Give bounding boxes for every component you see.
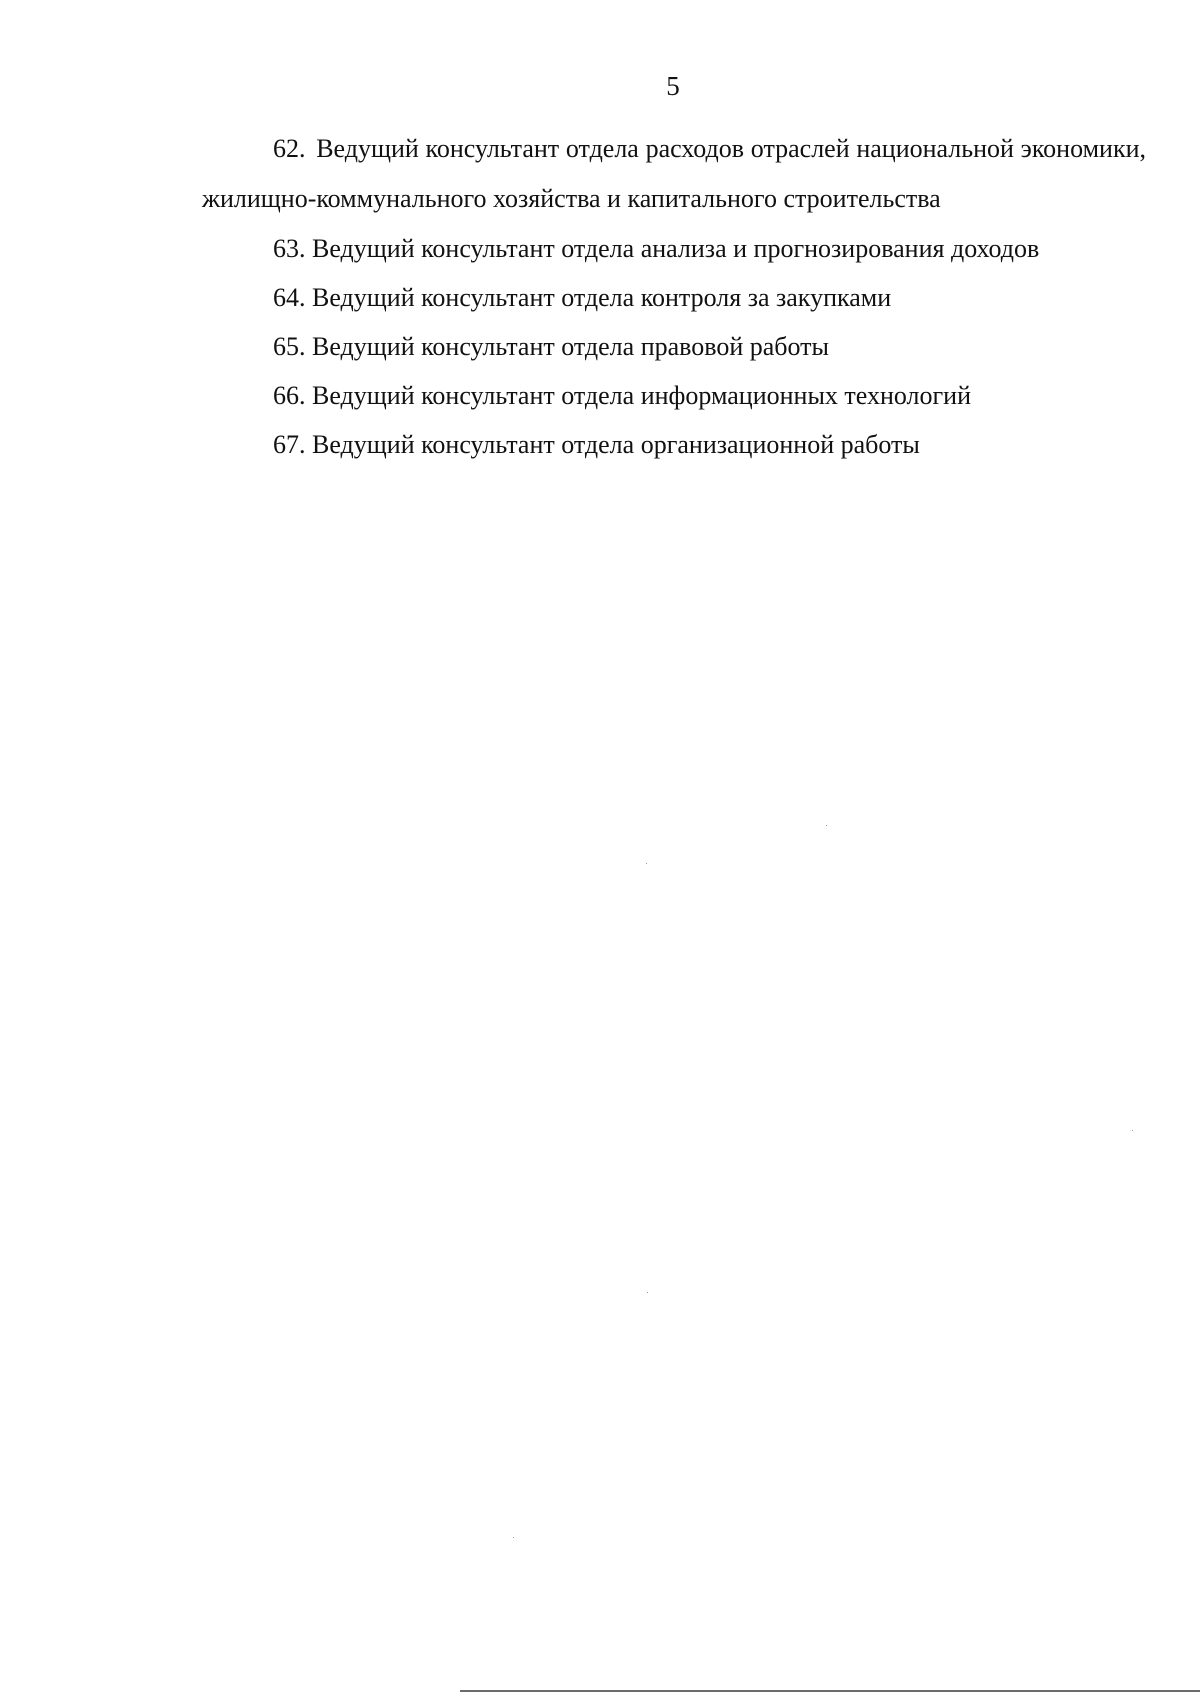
page-number: 5 xyxy=(666,71,680,101)
list-item-63 xyxy=(202,224,1146,273)
list-item-65 xyxy=(202,322,1146,371)
item-number: 66. xyxy=(273,381,306,410)
list-item-66 xyxy=(202,371,1146,420)
item-number: 64. xyxy=(273,283,306,312)
item-number: 65. xyxy=(273,332,306,361)
item-text: Ведущий консультант отдела расходов отраслей национальной экономики, жилищно-коммунального хозяйства и капитального строительства xyxy=(202,134,1146,213)
item-number: 63. xyxy=(273,234,306,263)
item-text: Ведущий консультант отдела информационных технологий xyxy=(312,381,972,410)
scan-speck xyxy=(826,825,827,826)
item-text: Ведущий консультант отдела правовой работы xyxy=(312,332,830,361)
scan-speck xyxy=(1132,1130,1133,1131)
scan-edge-line xyxy=(460,1690,1200,1692)
item-number: 62. xyxy=(273,134,306,163)
list-item-67 xyxy=(202,420,1146,469)
scan-speck xyxy=(646,863,647,864)
item-number: 67. xyxy=(273,430,306,459)
position-list xyxy=(202,124,1146,469)
item-text: Ведущий консультант отдела анализа и прогнозирования доходов xyxy=(312,234,1040,263)
item-text: Ведущий консультант отдела организационной работы xyxy=(312,430,920,459)
item-text: Ведущий консультант отдела контроля за закупками xyxy=(312,283,892,312)
list-item-62 xyxy=(202,124,1146,224)
list-item-64 xyxy=(202,273,1146,322)
scan-speck xyxy=(513,1537,514,1538)
scan-speck xyxy=(647,1292,648,1293)
